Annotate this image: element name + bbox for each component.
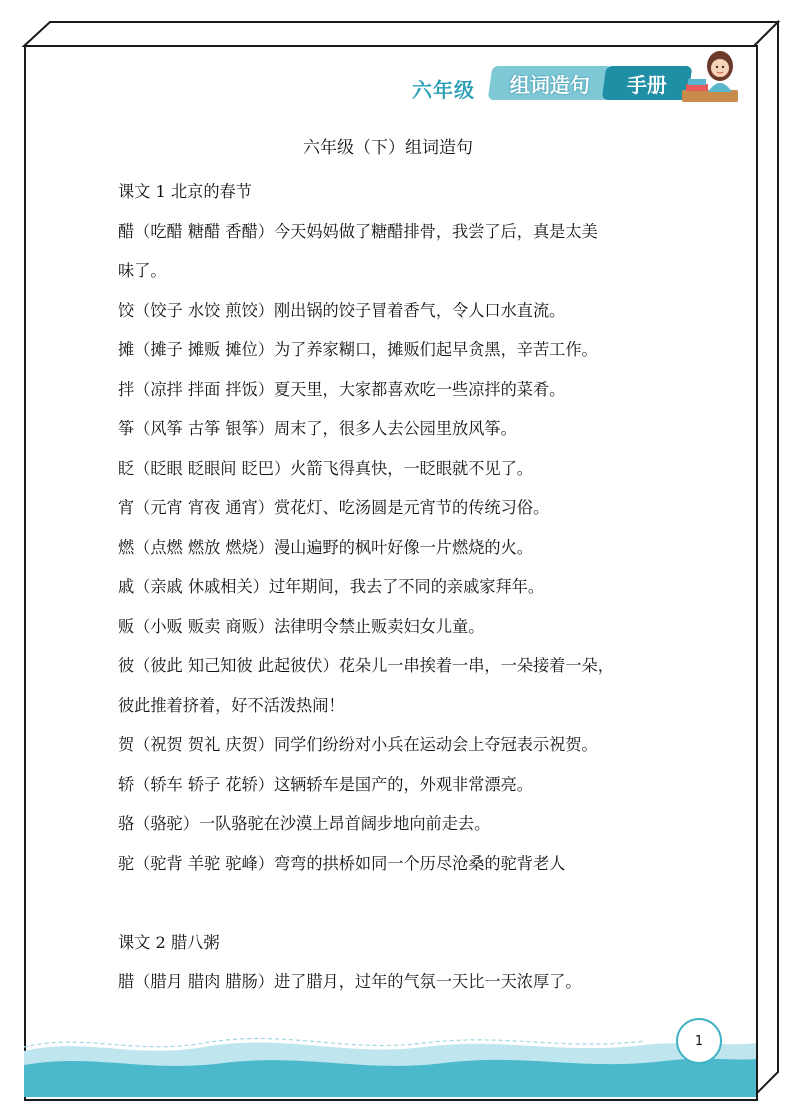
text-line: 宵（元宵 宵夜 通宵）赏花灯、吃汤圆是元宵节的传统习俗。: [118, 498, 550, 517]
text-line: 筝（风筝 古筝 银筝）周末了，很多人去公园里放风筝。: [118, 419, 517, 438]
document-title: 六年级（下）组词造句: [303, 138, 473, 158]
grade-label: 六年级: [412, 78, 475, 102]
text-line: 轿（轿车 轿子 花轿）这辆轿车是国产的，外观非常漂亮。: [118, 774, 533, 794]
text-line: 饺（饺子 水饺 煎饺）刚出锅的饺子冒着香气，令人口水直流。: [118, 300, 566, 320]
text-line: 课文 2 腊八粥: [118, 932, 220, 952]
text-line: 燃（点燃 燃放 燃烧）漫山遍野的枫叶好像一片燃烧的火。: [118, 537, 533, 557]
text-line: 摊（摊子 摊贩 摊位）为了养家糊口，摊贩们起早贪黑，辛苦工作。: [118, 340, 598, 359]
text-line: 戚（亲戚 休戚相关）过年期间，我去了不同的亲戚家拜年。: [118, 577, 545, 596]
text-line: 彼此推着挤着，好不活泼热闹！: [118, 695, 345, 715]
text-line: 腊（腊月 腊肉 腊肠）进了腊月，过年的气氛一天比一天浓厚了。: [118, 972, 582, 991]
text-line: 眨（眨眼 眨眼间 眨巴）火箭飞得真快，一眨眼就不见了。: [118, 458, 533, 478]
blank-line: [118, 883, 678, 923]
teacher-illustration-icon: [680, 46, 740, 104]
page-number: 1: [676, 1018, 722, 1064]
handbook-tag: 手册: [602, 66, 693, 100]
text-line: 驼（驼背 羊驼 驼峰）弯弯的拱桥如同一个历尽沧桑的驼背老人: [118, 853, 566, 873]
text-line: 拌（凉拌 拌面 拌饭）夏天里，大家都喜欢吃一些凉拌的菜肴。: [118, 379, 566, 399]
text-line: 彼（彼此 知己知彼 此起彼伏）花朵儿一串挨着一串，一朵接着一朵，: [118, 656, 614, 675]
text-line: 课文 1 北京的春节: [118, 182, 252, 201]
footer-wave: [24, 1007, 756, 1097]
text-line: 贩（小贩 贩卖 商贩）法律明令禁止贩卖妇女儿童。: [118, 616, 485, 636]
text-line: 贺（祝贺 贺礼 庆贺）同学们纷纷对小兵在运动会上夺冠表示祝贺。: [118, 735, 598, 754]
content-body: [118, 172, 678, 1002]
text-line: 骆（骆驼）一队骆驼在沙漠上昂首阔步地向前走去。: [118, 814, 491, 833]
section-tag: 组词造句: [488, 66, 613, 100]
text-line: 醋（吃醋 糖醋 香醋）今天妈妈做了糖醋排骨，我尝了后，真是太美: [118, 221, 598, 241]
text-line: 味了。: [118, 261, 167, 280]
